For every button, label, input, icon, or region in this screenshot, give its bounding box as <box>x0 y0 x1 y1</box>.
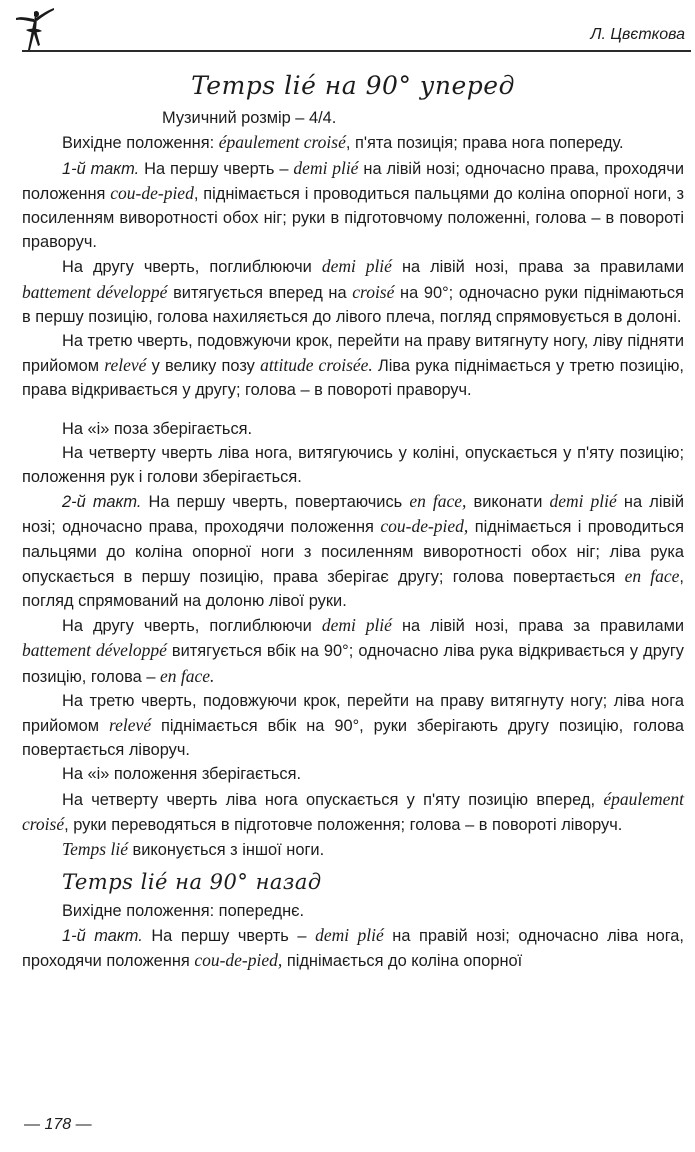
paragraph <box>22 923 684 973</box>
text-run: на лівій нозі, права за правилами <box>391 258 684 277</box>
foreign-term: Temps lié <box>62 839 128 860</box>
running-header <box>0 0 695 62</box>
text-run: піднімається і проводиться пальцями до коліна опорної ноги з посиленням виворотності обох ніг; ліва рука опускається в першу позицію, права зберігає другу; голова повертається <box>22 518 684 586</box>
text-run: 1-й такт. <box>62 159 140 178</box>
text-run: на правій нозі; одночасно ліва нога, проходячи положення <box>22 926 684 970</box>
paragraph <box>22 489 684 613</box>
text-run: На третю чверть, подовжуючи крок, перейти на праву витягнуту ногу, ліву підняти прийомом <box>22 332 684 376</box>
paragraph <box>22 441 684 489</box>
foreign-term: relevé <box>109 715 152 736</box>
text-run: На другу чверть, поглиблюючи <box>62 258 322 277</box>
text-run: На «і» поза зберігається. <box>62 419 253 438</box>
paragraph <box>22 156 684 255</box>
foreign-term: épaulement croisé <box>218 132 346 153</box>
text-run: Вихідне положення: <box>62 134 219 153</box>
text-run: На першу чверть – <box>139 159 294 178</box>
text-run: На першу чверть, повертаючись <box>141 493 410 512</box>
foreign-term: en face <box>624 565 680 586</box>
text-run: На четверту чверть ліва нога, витягуючись у коліні, опускається у п'яту позицію; положення рук і голови зберігається. <box>22 443 684 487</box>
text-run: виконати <box>466 493 550 512</box>
foreign-term: demi plié <box>321 615 392 636</box>
text-run: , п'ята позиція; права нога попереду. <box>345 134 624 153</box>
text-run: у велику позу <box>146 357 261 376</box>
section-forward-text <box>22 130 684 862</box>
section-title-backward: Temps lié на 90° назад <box>62 870 322 895</box>
text-run: , погляд спрямований на долоню лівої руки. <box>22 567 684 611</box>
section-title-forward: Temps lié на 90° уперед <box>191 71 515 100</box>
paragraph <box>22 613 684 689</box>
text-run: 2-й такт. <box>62 493 142 512</box>
paragraph <box>22 689 684 763</box>
foreign-term: cou-de-pied, <box>380 516 469 537</box>
text-run: на лівій нозі; одночасно права, проходячи положення <box>22 159 684 203</box>
paragraph <box>22 254 684 329</box>
foreign-term: battement développé <box>22 281 168 302</box>
text-run: виконується з іншої ноги. <box>127 841 325 860</box>
foreign-term: en face, <box>409 491 467 512</box>
foreign-term: demi plié <box>549 491 617 512</box>
foreign-term: croisé <box>352 281 395 302</box>
header-rule <box>22 50 691 52</box>
foreign-term: en face. <box>160 665 215 686</box>
text-run: , піднімається і проводиться пальцями до коліна опорної ноги, з посиленням виворотності обох ніг; руки в підготовчому положенні, голова – в повороті праворуч. <box>22 184 684 252</box>
text-run: піднімається вбік на 90°, руки зберігають другу позицію, голова повертається ліворуч. <box>22 717 684 760</box>
section-backward-text <box>22 899 684 974</box>
foreign-term: attitude croisée. <box>260 355 373 376</box>
paragraph <box>22 787 684 837</box>
foreign-term: demi plié <box>315 924 384 945</box>
foreign-term: demi plié <box>293 157 359 178</box>
paragraph <box>22 130 684 155</box>
text-run: На першу чверть – <box>142 926 316 945</box>
paragraph <box>22 762 684 786</box>
paragraph <box>22 329 684 403</box>
text-run: витягується вбік на 90°; одночасно ліва рука відкривається у другу позицію, голова – <box>22 642 684 686</box>
text-run: На другу чверть, поглиблюючи <box>62 617 322 636</box>
paragraph <box>22 837 684 862</box>
page-body <box>22 68 684 973</box>
text-run: На третю чверть, подовжуючи крок, перейти на праву витягнуту ногу; ліва нога прийомом <box>22 691 684 736</box>
foreign-term: cou-de-pied <box>110 182 194 203</box>
text-run: На «і» положення зберігається. <box>62 765 302 784</box>
text-run: Вихідне положення: попереднє. <box>62 901 305 920</box>
text-run: піднімається до коліна опорної <box>282 951 523 970</box>
text-run: На четверту чверть ліва нога опускається у п'яту позицію вперед, <box>62 790 604 809</box>
text-run: , руки переводяться в підготовче положення; голова – в повороті ліворуч. <box>64 815 623 834</box>
foreign-term: cou-de-pied, <box>194 949 283 970</box>
foreign-term: battement développé <box>22 640 167 661</box>
text-run: на лівій нозі; одночасно права, проходячи положення <box>22 493 684 537</box>
paragraph <box>22 899 684 923</box>
text-run: на 90°; одночасно руки піднімаються в першу позицію, голова нахиляється до лівого плеча, погляд спрямовується в долоні. <box>22 283 684 326</box>
page-number: — 178 — <box>24 1116 92 1133</box>
running-header-author: Л. Цвєткова <box>590 26 685 43</box>
foreign-term: épaulement croisé <box>22 788 684 834</box>
paragraph <box>22 417 684 441</box>
text-run: на лівій нозі, права за правилами <box>391 617 684 636</box>
text-run: 1-й такт. <box>62 926 143 945</box>
music-meter: Музичний розмір – 4/4. <box>162 109 337 128</box>
foreign-term: relevé <box>104 355 147 376</box>
foreign-term: demi plié <box>321 256 392 277</box>
text-run: витягується вперед на <box>167 283 353 302</box>
text-run: Ліва рука піднімається у третю позицію, права відкривається у другу; голова – в повороті праворуч. <box>22 357 684 400</box>
